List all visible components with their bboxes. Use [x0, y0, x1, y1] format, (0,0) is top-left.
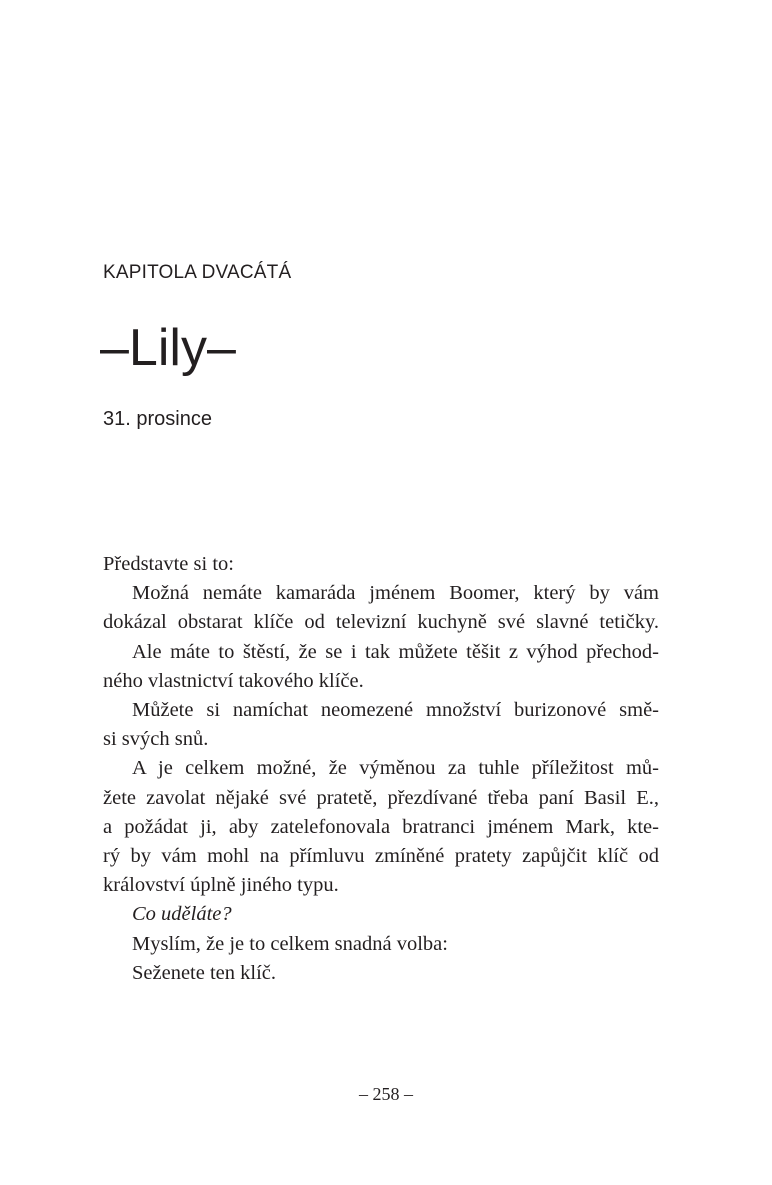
- chapter-date: 31. prosince: [103, 408, 212, 430]
- text-line: Ale máte to štěstí, že se i tak můžete těšit z výhod přechod-: [132, 640, 659, 663]
- text-line: a požádat ji, aby zatelefonovala bratranci jménem Mark, kte-: [103, 815, 659, 838]
- text-line: Myslím, že je to celkem snadná volba:: [132, 932, 448, 955]
- text-line-italic: Co uděláte?: [132, 903, 232, 926]
- text-line: dokázal obstarat klíče od televizní kuchyně své slavné tetičky.: [103, 611, 659, 634]
- text-line: Představte si to:: [103, 553, 234, 575]
- text-line: rý by vám mohl na přímluvu zmíněné pratety zapůjčit klíč od: [103, 845, 659, 868]
- text-line: žete zavolat nějaké své pratetě, přezdívané třeba paní Basil E.,: [103, 786, 659, 809]
- text-line: Možná nemáte kamaráda jménem Boomer, který by vám: [132, 582, 659, 605]
- chapter-body: [103, 550, 659, 988]
- text-line: ného vlastnictví takového klíče.: [103, 669, 364, 692]
- chapter-title: –Lily–: [100, 319, 236, 377]
- text-line: Seženete ten klíč.: [132, 961, 277, 984]
- text-line: Můžete si namíchat neomezené množství burizonové smě-: [132, 699, 659, 722]
- text-line: A je celkem možné, že výměnou za tuhle příležitost mů-: [132, 757, 659, 780]
- text-line: království úplně jiného typu.: [103, 874, 339, 897]
- text-line: si svých snů.: [103, 728, 209, 751]
- chapter-label: KAPITOLA DVACÁTÁ: [103, 262, 292, 283]
- page-number: – 258 –: [359, 1084, 413, 1104]
